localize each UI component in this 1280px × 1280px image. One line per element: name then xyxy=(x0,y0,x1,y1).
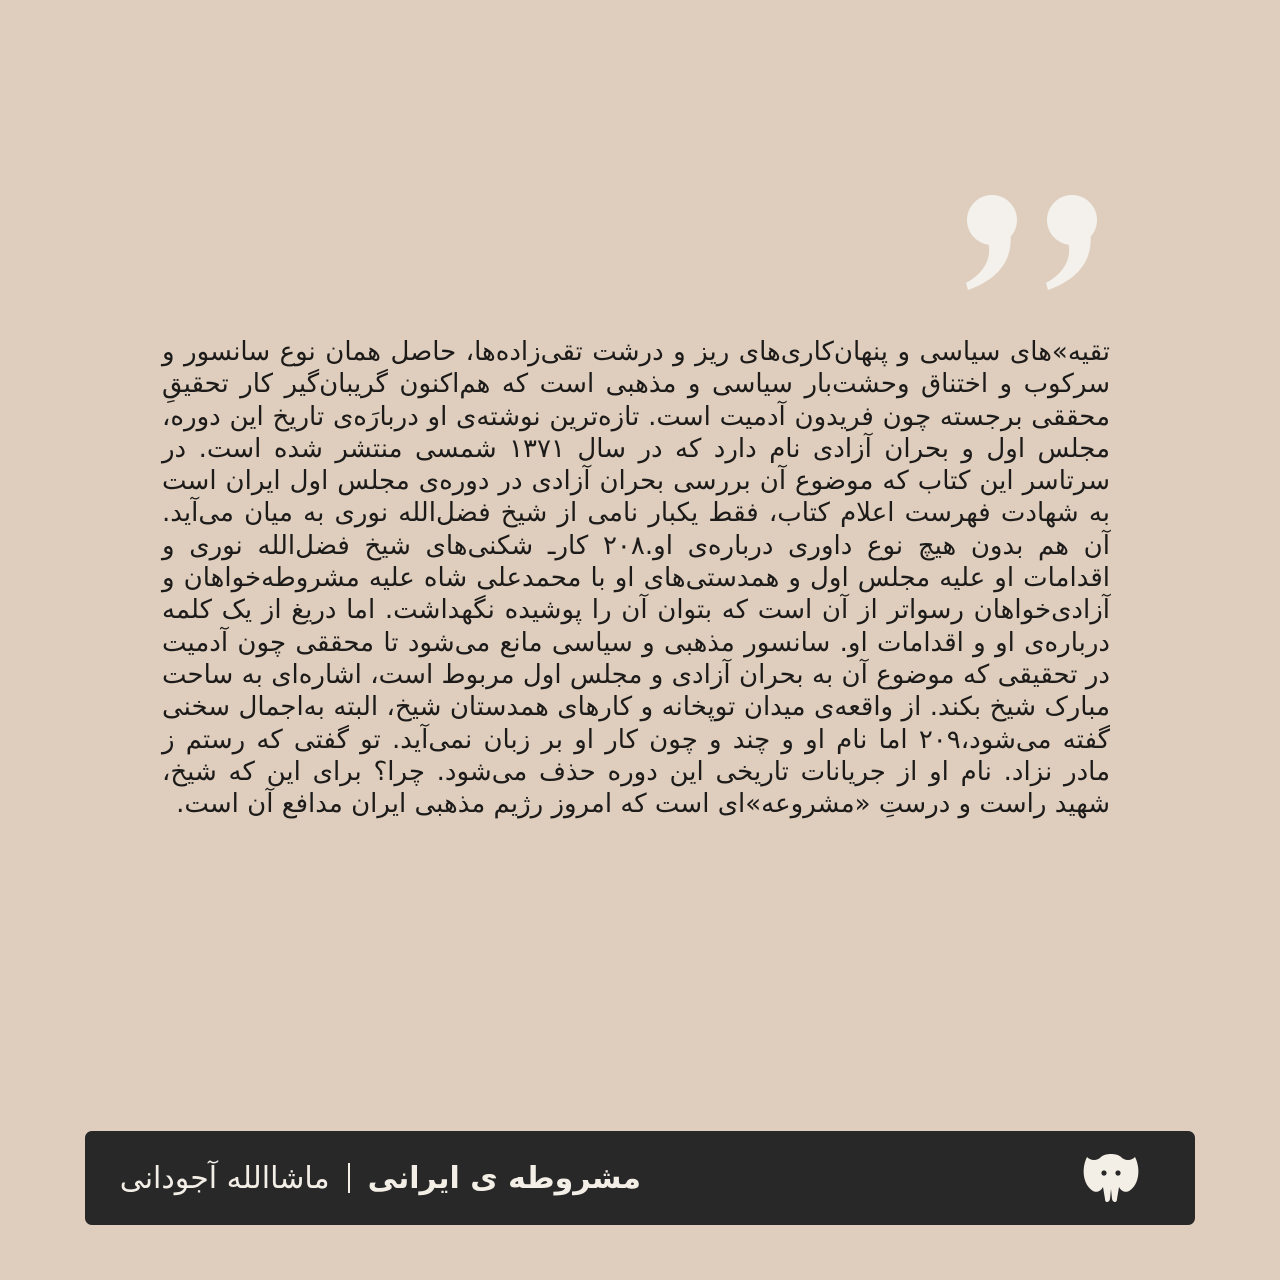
book-title: مشروطه ی ایرانی xyxy=(367,1160,641,1196)
quotation-mark-icon xyxy=(958,186,1118,296)
separator xyxy=(348,1163,350,1193)
footer-bar xyxy=(85,1131,1195,1225)
author-name: ماشاالله آجودانی xyxy=(119,1160,330,1196)
elephant-logo-icon xyxy=(1079,1151,1143,1205)
footer-credit xyxy=(120,1161,641,1196)
quote-text: تقیه»های سیاسی و پنهان‌کاری‌های ریز و درشت تقی‌زاده‌ها، حاصل همان نوع سانسور و سرکوب و اختناق وحشت‌بار سیاسی و مذهبی است که هم‌اکنون گریبان‌گیر کار تحقیقِ محققی برجسته چون فریدون آدمیت است. تازه‌ترین نوشته‌ی او دربارَه‌ی تاریخ این دوره، مجلس اول و بحران آزادی نام دارد که در سال ۱۳۷۱ شمسی منتشر شده است. در سرتاسر این کتاب که موضوع آن بررسی بحران آزادی در دوره‌ی مجلس اول ایران است به شهادت فهرست اعلام کتاب، فقط یکبار نامی از شیخ فضل‌الله نوری به میان می‌آید. آن هم بدون هیچ نوع داوری درباره‌ی او.۲۰۸ کارـ شکنی‌های شیخ فضل‌الله نوری و اقدامات او علیه مجلس اول و همدستی‌های او با محمدعلی شاه علیه مشروطه‌خواهان و آزادی‌خواهان رسواتر از آن است که بتوان آن را پوشیده نگهداشت. اما دریغ از یک کلمه درباره‌ی او و اقدامات او. سانسور مذهبی و سیاسی مانع می‌شود تا محققی چون آدمیت در تحقیقی که موضوع آن به بحران آزادی و مجلس اول مربوط است، اشاره‌ای به ساحت مبارک شیخ بکند. از واقعه‌ی میدان توپخانه و کارهای همدستان شیخ، البته به‌اجمال سخنی گفته می‌شود،۲۰۹ اما نام او و چند و چون کار او بر زبان نمی‌آید. تو گفتی که رستم ز مادر نزاد. نام او از جریانات تاریخی این دوره حذف می‌شود. چرا؟ برای این که شیخ، شهید راست و درستِ «مشروعه»ای است که امروز رژیم مذهبی ایران مدافع آن است. xyxy=(162,337,1110,820)
